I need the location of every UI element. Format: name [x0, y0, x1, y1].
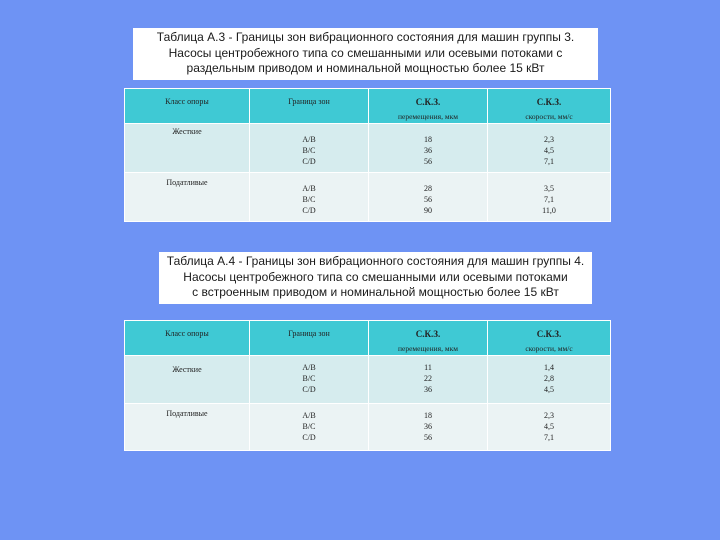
velocity-values: 2,3 4,5 7,1 [544, 135, 554, 166]
header-class: Класс опоры [125, 321, 250, 356]
velocity-values: 2,3 4,5 7,1 [544, 411, 554, 442]
displacement-values: 11 22 36 [424, 363, 432, 394]
header-skz-velocity: С.К.З. скорости, мм/с [488, 321, 611, 356]
support-class: Жесткие [172, 365, 202, 374]
caption-line: Таблица А.4 - Границы зон вибрационного состояния для машин группы 4. [166, 254, 585, 268]
displacement-values: 18 36 56 [424, 411, 432, 442]
table-a3 [124, 88, 611, 222]
table-a3-caption [133, 28, 598, 80]
header-skz-velocity: С.К.З. скорости, мм/с [488, 89, 611, 124]
support-class: Жесткие [172, 127, 202, 136]
caption-line: Насосы центробежного типа со смешанными или осевыми потоками [183, 269, 568, 284]
header-class: Класс опоры [125, 89, 250, 124]
displacement-values: 18 36 56 [424, 135, 432, 166]
velocity-values: 3,5 7,1 11,0 [542, 184, 556, 215]
zone-boundaries: A/B B/C C/D [302, 363, 316, 394]
table-row [125, 356, 611, 404]
table-row [125, 404, 611, 451]
header-skz-displacement: С.К.З. перемещения, мкм [369, 321, 488, 356]
support-class: Податливые [166, 178, 208, 187]
table-header-row [125, 89, 611, 124]
header-boundary: Граница зон [250, 89, 369, 124]
zone-boundaries: A/B B/C C/D [302, 184, 316, 215]
zone-boundaries: A/B B/C C/D [302, 411, 316, 442]
table-a4 [124, 320, 611, 451]
velocity-values: 1,4 2,8 4,5 [544, 363, 554, 394]
table-a4-caption [159, 252, 592, 304]
support-class: Податливые [166, 409, 208, 418]
header-skz-displacement: С.К.З. перемещения, мкм [369, 89, 488, 124]
zone-boundaries: A/B B/C C/D [302, 135, 316, 166]
caption-line: Насосы центробежного типа со смешанными или осевыми потоками с [168, 45, 563, 60]
table-header-row [125, 321, 611, 356]
displacement-values: 28 56 90 [424, 184, 432, 215]
header-boundary: Граница зон [250, 321, 369, 356]
caption-line: раздельным приводом и номинальной мощностью более 15 кВт [186, 61, 545, 75]
table-row [125, 173, 611, 222]
caption-line: с встроенным приводом и номинальной мощностью более 15 кВт [192, 285, 559, 299]
caption-line: Таблица А.3 - Границы зон вибрационного состояния для машин группы 3. [156, 30, 575, 44]
table-row [125, 124, 611, 173]
